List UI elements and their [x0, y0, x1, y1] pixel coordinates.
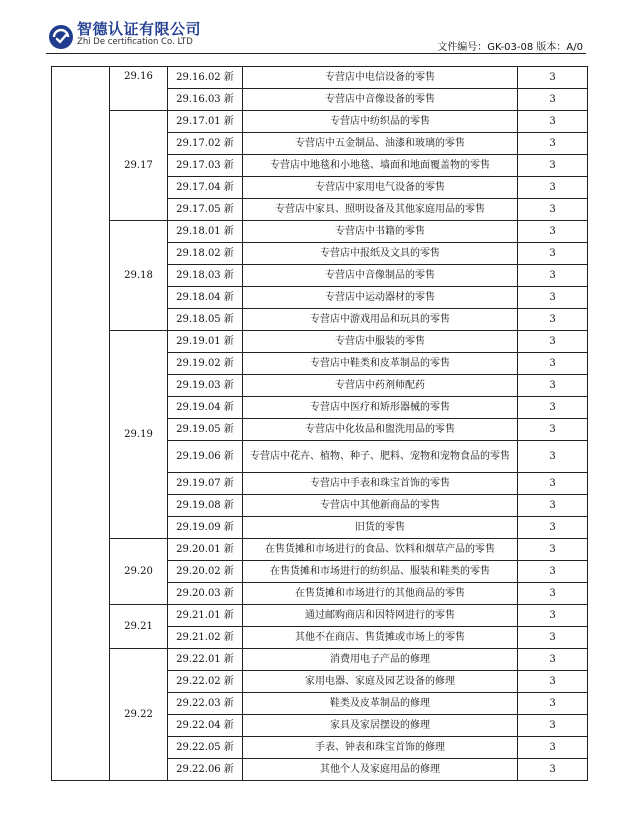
sub-code-cell: 29.22.03 新: [168, 693, 243, 715]
description-cell: 专营店中纺织品的零售: [243, 111, 518, 133]
sub-code-cell: 29.19.09 新: [168, 517, 243, 539]
level-cell: 3: [518, 627, 588, 649]
level-cell: 3: [518, 155, 588, 177]
description-cell: 专营店中报纸及文具的零售: [243, 243, 518, 265]
group-code-cell: 29.20: [110, 539, 168, 605]
level-cell: 3: [518, 309, 588, 331]
level-cell: 3: [518, 737, 588, 759]
level-cell: 3: [518, 243, 588, 265]
level-cell: 3: [518, 89, 588, 111]
description-cell: 专营店中家用电气设备的零售: [243, 177, 518, 199]
group-code-cell: 29.19: [110, 331, 168, 539]
sub-code-cell: 29.22.06 新: [168, 759, 243, 781]
sub-code-cell: 29.19.05 新: [168, 419, 243, 441]
description-cell: 专营店中鞋类和皮革制品的零售: [243, 353, 518, 375]
description-cell: 专营店中化妆品和盥洗用品的零售: [243, 419, 518, 441]
sub-code-cell: 29.16.02 新: [168, 67, 243, 89]
sub-code-cell: 29.21.01 新: [168, 605, 243, 627]
description-cell: 专营店中音像设备的零售: [243, 89, 518, 111]
level-cell: 3: [518, 221, 588, 243]
sub-code-cell: 29.17.01 新: [168, 111, 243, 133]
group-code-cell: 29.22: [110, 649, 168, 781]
level-cell: 3: [518, 715, 588, 737]
sub-code-cell: 29.22.05 新: [168, 737, 243, 759]
sub-code-cell: 29.21.02 新: [168, 627, 243, 649]
sub-code-cell: 29.20.01 新: [168, 539, 243, 561]
page-header: [0, 0, 633, 60]
description-cell: 专营店中手表和珠宝首饰的零售: [243, 473, 518, 495]
level-cell: 3: [518, 199, 588, 221]
sub-code-cell: 29.18.05 新: [168, 309, 243, 331]
description-cell: 专营店中电信设备的零售: [243, 67, 518, 89]
description-cell: 在售货摊和市场进行的纺织品、服装和鞋类的零售: [243, 561, 518, 583]
sub-code-cell: 29.19.03 新: [168, 375, 243, 397]
table-row: [52, 649, 588, 671]
description-cell: 专营店中服装的零售: [243, 331, 518, 353]
level-cell: 3: [518, 649, 588, 671]
level-cell: 3: [518, 539, 588, 561]
description-cell: 专营店中游戏用品和玩具的零售: [243, 309, 518, 331]
sub-code-cell: 29.19.08 新: [168, 495, 243, 517]
level-cell: 3: [518, 561, 588, 583]
table-row: [52, 221, 588, 243]
company-name-en: Zhi De certification Co. LTD: [77, 37, 193, 47]
sub-code-cell: 29.19.06 新: [168, 441, 243, 473]
description-cell: 鞋类及皮革制品的修理: [243, 693, 518, 715]
blank-category-cell: [52, 67, 110, 781]
company-name-cn: 智德认证有限公司: [77, 20, 202, 38]
description-cell: 专营店中地毯和小地毯、墙面和地面覆盖物的零售: [243, 155, 518, 177]
description-cell: 专营店中音像制品的零售: [243, 265, 518, 287]
description-cell: 其他个人及家庭用品的修理: [243, 759, 518, 781]
sub-code-cell: 29.17.05 新: [168, 199, 243, 221]
table-row: [52, 605, 588, 627]
level-cell: 3: [518, 177, 588, 199]
sub-code-cell: 29.19.01 新: [168, 331, 243, 353]
sub-code-cell: 29.17.02 新: [168, 133, 243, 155]
sub-code-cell: 29.18.01 新: [168, 221, 243, 243]
level-cell: 3: [518, 517, 588, 539]
sub-code-cell: 29.22.02 新: [168, 671, 243, 693]
company-logo-icon: [48, 24, 74, 50]
level-cell: 3: [518, 583, 588, 605]
table-row: [52, 331, 588, 353]
level-cell: 3: [518, 441, 588, 473]
sub-code-cell: 29.17.03 新: [168, 155, 243, 177]
group-code-cell: 29.17: [110, 111, 168, 221]
description-cell: 专营店中书籍的零售: [243, 221, 518, 243]
level-cell: 3: [518, 375, 588, 397]
level-cell: 3: [518, 605, 588, 627]
description-cell: 在售货摊和市场进行的其他商品的零售: [243, 583, 518, 605]
description-cell: 消费用电子产品的修理: [243, 649, 518, 671]
table-row: [52, 539, 588, 561]
level-cell: 3: [518, 133, 588, 155]
group-code-cell: 29.18: [110, 221, 168, 331]
document-number: 文件编号：GK-03-08 版本：A/0: [437, 42, 583, 53]
description-cell: 专营店中药剂师配药: [243, 375, 518, 397]
table-row: [52, 67, 588, 89]
level-cell: 3: [518, 473, 588, 495]
description-cell: 专营店中五金制品、油漆和玻璃的零售: [243, 133, 518, 155]
description-cell: 专营店中医疗和矫形器械的零售: [243, 397, 518, 419]
level-cell: 3: [518, 111, 588, 133]
sub-code-cell: 29.22.01 新: [168, 649, 243, 671]
sub-code-cell: 29.19.07 新: [168, 473, 243, 495]
classification-table: [51, 66, 588, 781]
level-cell: 3: [518, 495, 588, 517]
level-cell: 3: [518, 671, 588, 693]
level-cell: 3: [518, 265, 588, 287]
level-cell: 3: [518, 67, 588, 89]
description-cell: 家用电器、家庭及园艺设备的修理: [243, 671, 518, 693]
sub-code-cell: 29.18.03 新: [168, 265, 243, 287]
table-body: [52, 67, 588, 781]
table-row: [52, 111, 588, 133]
description-cell: 专营店中运动器材的零售: [243, 287, 518, 309]
level-cell: 3: [518, 419, 588, 441]
description-cell: 专营店中花卉、植物、种子、肥料、宠物和宠物食品的零售: [243, 441, 518, 473]
level-cell: 3: [518, 397, 588, 419]
description-cell: 其他不在商店、售货摊或市场上的零售: [243, 627, 518, 649]
sub-code-cell: 29.20.03 新: [168, 583, 243, 605]
company-name: [77, 21, 201, 48]
sub-code-cell: 29.18.02 新: [168, 243, 243, 265]
sub-code-cell: 29.18.04 新: [168, 287, 243, 309]
sub-code-cell: 29.19.02 新: [168, 353, 243, 375]
description-cell: 旧货的零售: [243, 517, 518, 539]
group-code-cell: 29.16: [110, 67, 168, 111]
level-cell: 3: [518, 287, 588, 309]
level-cell: 3: [518, 353, 588, 375]
level-cell: 3: [518, 331, 588, 353]
group-code-cell: 29.21: [110, 605, 168, 649]
level-cell: 3: [518, 759, 588, 781]
level-cell: 3: [518, 693, 588, 715]
description-cell: 通过邮购商店和因特网进行的零售: [243, 605, 518, 627]
description-cell: 家具及家居摆设的修理: [243, 715, 518, 737]
description-cell: 专营店中其他新商品的零售: [243, 495, 518, 517]
sub-code-cell: 29.17.04 新: [168, 177, 243, 199]
sub-code-cell: 29.19.04 新: [168, 397, 243, 419]
sub-code-cell: 29.16.03 新: [168, 89, 243, 111]
sub-code-cell: 29.20.02 新: [168, 561, 243, 583]
description-cell: 在售货摊和市场进行的食品、饮料和烟草产品的零售: [243, 539, 518, 561]
description-cell: 专营店中家具、照明设备及其他家庭用品的零售: [243, 199, 518, 221]
header-divider: [46, 53, 586, 54]
description-cell: 手表、钟表和珠宝首饰的修理: [243, 737, 518, 759]
sub-code-cell: 29.22.04 新: [168, 715, 243, 737]
